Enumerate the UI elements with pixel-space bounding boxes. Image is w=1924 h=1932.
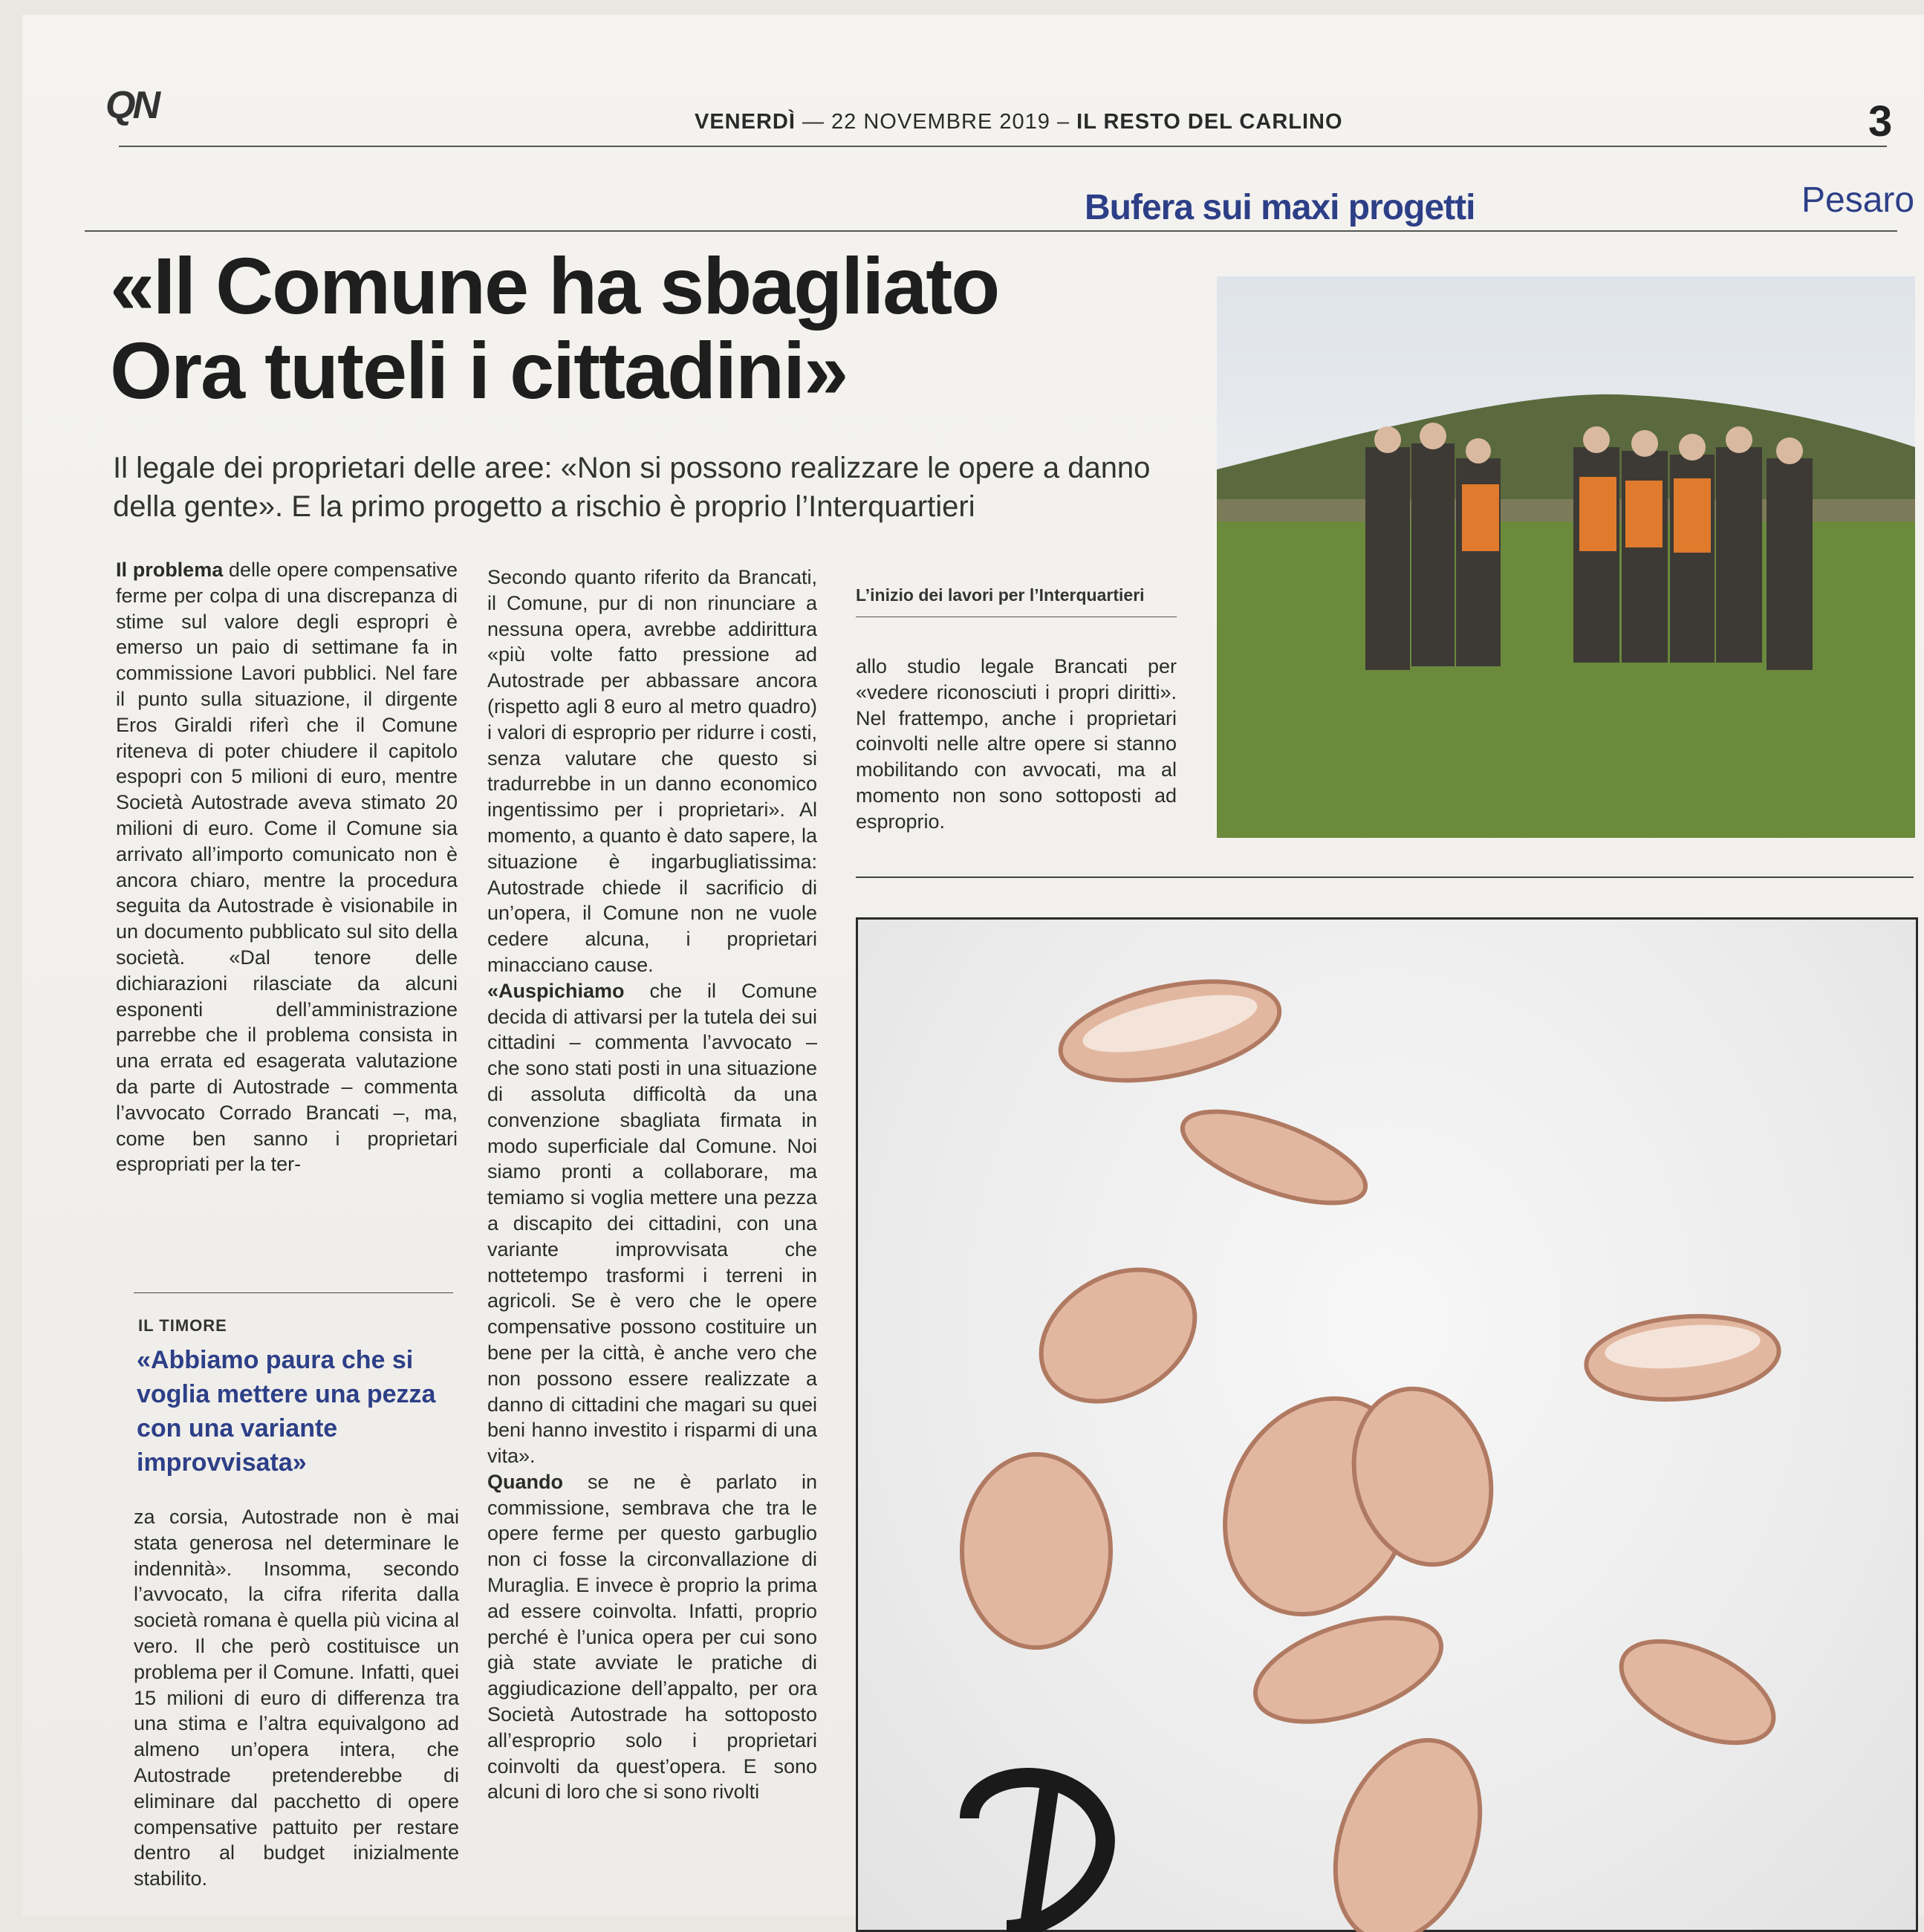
headline [110, 241, 1180, 415]
jewelry-rings-icon [858, 920, 1916, 1930]
col1-text: delle opere compensative ferme per colpa di una discrepanza di stime sul valore degli espropri è emerso un paio di settimane fa in commissione Lavori pubblici. Nel fare il punto sulla situazione, il dirgente Eros Giraldi riferì che il Comune riteneva di poter chiudere il capitolo espopri con 5 milioni di euro, mentre Società Autostrade aveva stimato 20 milioni di euro. Come il Comune sia arrivato all’importo comunicato non è ancora chiaro, mentre la procedura seguita da Autostrade è visionabile in un documento pubblicato sul sito della società. «Dal tenore delle dichiarazioni rilasciate da alcuni esponenti dell’amministrazione parrebbe che il problema consista in una errata ed esagerata valutazione da parte di Autostrade – commenta l’avvocato Corrado Brancati –, ma, come ben sanno i proprietari espropriati per la ter- [116, 559, 458, 1176]
article-column-1 [116, 557, 458, 1177]
article-column-3: allo studio legale Brancati per «vedere riconosciuti i propri diritti». Nel frattempo, anche i proprietari coinvolti nelle altre opere si stanno mobilitando con avvocati, ma al momento non sono sottoposti ad esproprio. [856, 655, 1177, 833]
pull-quote: «Abbiamo paura che si voglia mettere una pezza con una variante improvvisata» [137, 1346, 436, 1477]
lead-word: «Auspichiamo [487, 979, 625, 1002]
section-rule [85, 230, 1897, 232]
page-number: 3 [1868, 97, 1893, 146]
ad-separator [856, 876, 1914, 878]
section-title: Bufera sui maxi progetti [1085, 188, 1475, 227]
header-rule [119, 146, 1887, 147]
col2-text-3: se ne è parlato in commissione, sembrava che tra le opere ferme per questo garbuglio non ci fosse la circonvallazione di Muraglia. E invece è proprio la prima ad essere coinvolta. Infatti, proprio perché è l’unica opera per cui sono già state avviate le pratiche di aggiudicazione dell’appalto, per ora Società Autostrade ha sottoposto all’esproprio solo i proprietari coinvolti da quest’opera. E sono alcuni di loro che si sono rivolti [487, 1470, 817, 1803]
kicker-label: IL TIMORE [138, 1316, 227, 1335]
dateline: VENERDÌ — 22 NOVEMBRE 2019 – IL RESTO DEL CARLINO [695, 110, 1343, 134]
photo-caption: L’inizio dei lavori per l’Interquartieri [856, 585, 1145, 605]
col2-text-2: che il Comune decida di attivarsi per la tutela dei sui cittadini – commenta l’avvocato – che sono stati posti in una situazione di assoluta difficoltà da una convenzione sbagliata firmata in modo superficiale dal Comune. Noi siamo pronti a collaborare, ma temiamo si voglia mettere una pezza a discapito dei cittadini, con una variante improvvisata che nottetempo trasformi i terreni in agricoli. Se è vero che le opere compensative possono costituire un bene per la città, è anche vero che non possono essere realizzate a danno di cittadini che magari su quei beni hanno investito i risparmi di una vita». [487, 979, 817, 1468]
column-divider [134, 1292, 453, 1293]
headline-line-1: «Il Comune ha sbagliato [110, 241, 999, 331]
article-column-1-continued: za corsia, Autostrade non è mai stata generosa nel determinare le indennità». Insomma, secondo l’avvocato, la cifra riferita dalla società romana è quella più vicina al vero. Il che però costituisce un problema per il Comune. Infatti, quei 15 milioni di euro di differenza tra una stima e l’altra equivalgono ad almeno un’opera intera, che Autostrade pretenderebbe di eliminare dal pacchetto di opere compensative pattuito per restare dentro al budget inizialmente stabilito. [134, 1506, 459, 1890]
qn-logo: QN [105, 84, 157, 127]
dateline-day: VENERDÌ [695, 110, 796, 134]
article-column-2 [487, 565, 817, 1805]
headline-line-2: Ora tuteli i cittadini» [110, 325, 848, 415]
advertisement [856, 917, 1918, 1932]
group-photo-icon [1217, 276, 1915, 838]
lead-word: Quando [487, 1470, 563, 1493]
dateline-paper: IL RESTO DEL CARLINO [1076, 110, 1343, 134]
col2-text-1: Secondo quanto riferito da Brancati, il Comune, pur di non rinunciare a nessuna opera, avrebbe addirittura «più volte fatto pressione ad Autostrade per abbassare ancora (rispetto agli 8 euro al metro quadro) i valori di esproprio per ridurre i costi, senza valutare che questo si tradurrebbe in un danno economico ingentissimo per i proprietari». Al momento, a quanto è dato sapere, la situazione è ingarbugliatissima: Autostrade chiede il sacrificio di un’opera, il Comune non ne vuole cedere alcuna, i proprietari minacciano cause. [487, 566, 817, 976]
lead-word: Il problema [116, 559, 224, 581]
city-label: Pesaro [1801, 180, 1915, 220]
subheadline: Il legale dei proprietari delle aree: «Non si possono realizzare le opere a danno della gente». E la primo progetto a rischio è proprio l’Interquartieri [113, 452, 1151, 523]
newspaper-page [22, 15, 1924, 1916]
dateline-date: 22 NOVEMBRE 2019 [831, 110, 1050, 134]
